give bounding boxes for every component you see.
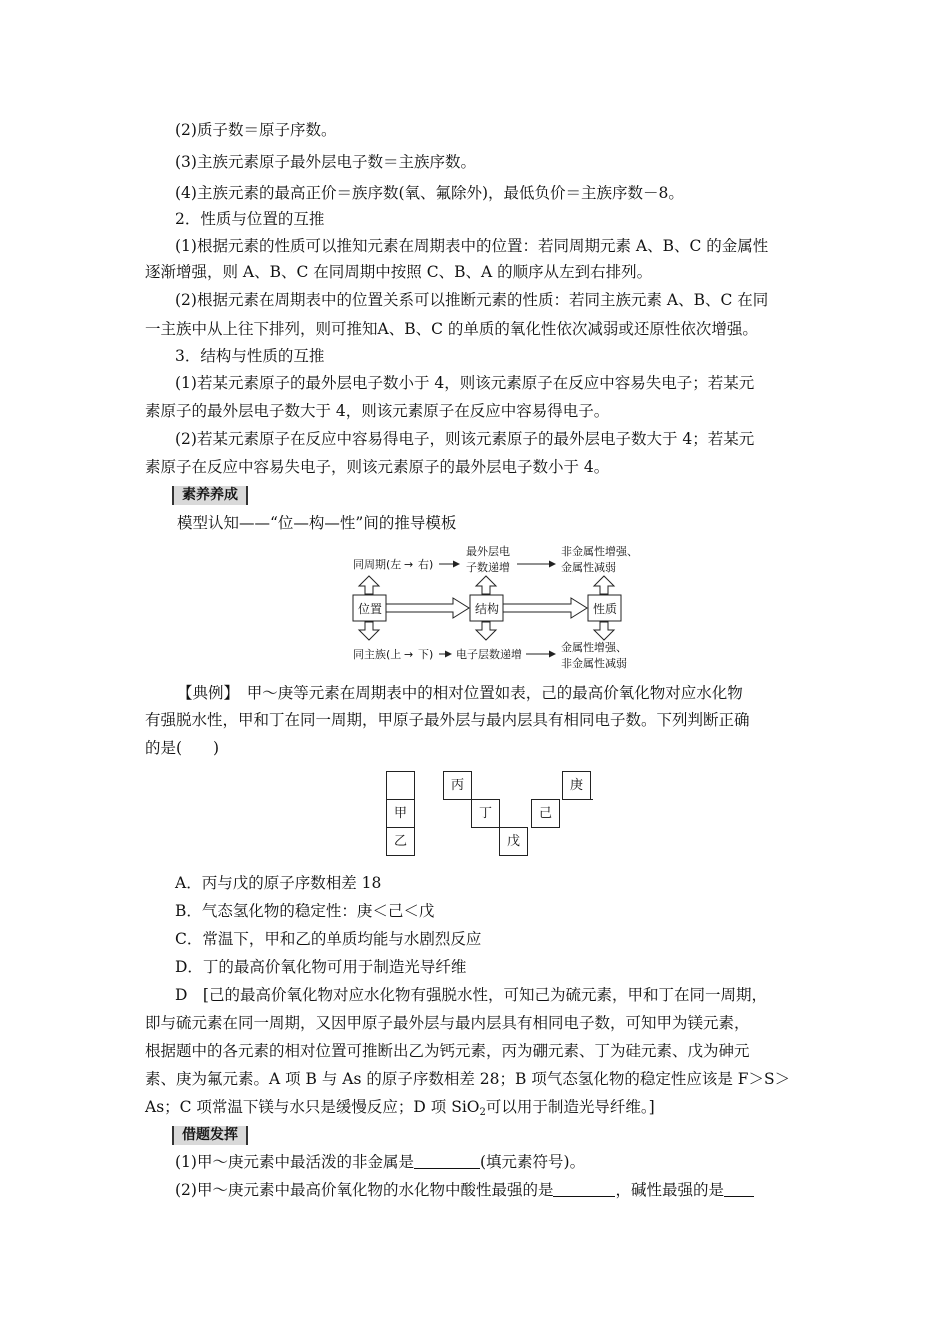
text-line: (2)若某元素原子在反应中容易得电子，则该元素原子的最外层电子数大于 4；若某元	[175, 430, 755, 448]
text-line: 素原子的最外层电子数大于 4，则该元素原子在反应中容易得电子。	[145, 402, 610, 420]
text-line: 一主族中从上往下排列，则可推知A、B、C 的单质的氧化性依次减弱或还原性依次增强。	[145, 320, 758, 338]
text-line: (1)若某元素原子的最外层电子数小于 4，则该元素原子在反应中容易失电子；若某元	[175, 374, 755, 392]
diagram-label: 金属性增强、	[561, 641, 627, 654]
text-line: 模型认知——“位—构—性”间的推导模板	[177, 514, 457, 532]
text-line: 的是( )	[145, 739, 220, 757]
diagram-box-position: 位置	[358, 602, 383, 616]
table-cell-empty	[386, 771, 415, 800]
diagram-box-property: 性质	[593, 602, 618, 616]
diagram-label: 子数递增	[466, 561, 510, 574]
answer-blank[interactable]	[553, 1182, 615, 1197]
option-d: D．丁的最高价氧化物可用于制造光导纤维	[175, 958, 467, 976]
diagram-label: 最外层电	[466, 545, 510, 558]
diagram-label: 同周期(左	[353, 558, 402, 571]
text-line: (3)主族元素原子最外层电子数＝主族序数。	[175, 153, 476, 171]
diagram-arrow-glyph: →	[404, 648, 414, 661]
subscript: 2	[479, 1107, 486, 1118]
table-cell: 戊	[499, 827, 528, 856]
diagram-arrow-glyph: →	[404, 558, 414, 571]
diagram-label: 右)	[418, 558, 434, 571]
table-border	[443, 799, 472, 800]
answer-blank[interactable]	[724, 1182, 754, 1197]
answer-text: 可以用于制造光导纤维。]	[485, 1098, 655, 1116]
diagram-label: 电子层数递增	[456, 648, 522, 661]
question-text: (1)甲～庚元素中最活泼的非金属是	[175, 1153, 414, 1171]
question-text: ，碱性最强的是	[615, 1181, 724, 1199]
text-line: 素原子在反应中容易失电子，则该元素原子的最外层电子数小于 4。	[145, 458, 610, 476]
text-line: (2)根据元素在周期表中的位置关系可以推断元素的性质：若同主族元素 A、B、C 在同	[175, 291, 769, 309]
text-line: (1)根据元素的性质可以推知元素在周期表中的位置：若同周期元素 A、B、C 的金属性	[175, 237, 769, 255]
section-tag: 素养养成	[172, 486, 248, 505]
question-text: (填元素符号)。	[479, 1153, 586, 1171]
answer-line: 根据题中的各元素的相对位置可推断出乙为钙元素，丙为硼元素、丁为硅元素、戊为砷元	[145, 1042, 750, 1060]
section-tag: 借题发挥	[172, 1126, 248, 1145]
section-heading: 3．结构与性质的互推	[175, 347, 325, 365]
diagram-label: 非金属性减弱	[561, 657, 627, 670]
question-line	[175, 1151, 585, 1173]
answer-line: 素、庚为氟元素。A 项 B 与 As 的原子序数相差 28；B 项气态氢化物的稳定性应该是 F＞S＞	[145, 1070, 791, 1088]
table-cell: 乙	[386, 827, 415, 856]
table-border	[443, 771, 444, 799]
table-cell: 甲	[386, 799, 415, 828]
text-line: (2)质子数＝原子序数。	[175, 121, 337, 139]
text-line: 有强脱水性，甲和丁在同一周期，甲原子最外层与最内层具有相同电子数。下列判断正确	[145, 711, 750, 729]
table-cell: 丙	[443, 771, 472, 800]
section-heading: 2．性质与位置的互推	[175, 210, 325, 228]
answer-text: As；C 项常温下镁与水只是缓慢反应；D 项 SiO	[145, 1098, 480, 1116]
diagram-label: 同主族(上	[353, 648, 402, 661]
diagram-label: 非金属性增强、	[561, 545, 638, 558]
question-line	[175, 1179, 754, 1201]
text-line: (4)主族元素的最高正价＝族序数(氧、氟除外)，最低负价＝主族序数－8。	[175, 184, 684, 202]
answer-line: D [己的最高价氧化物对应水化物有强脱水性，可知己为硫元素，甲和丁在同一周期，	[175, 986, 767, 1004]
table-border	[562, 799, 593, 800]
option-b: B．气态氢化物的稳定性：庚＜己＜戊	[175, 902, 435, 920]
example-line: 【典例】 甲～庚等元素在周期表中的相对位置如表，己的最高价氧化物对应水化物	[177, 684, 743, 702]
question-text: (2)甲～庚元素中最高价氧化物的水化物中酸性最强的是	[175, 1181, 554, 1199]
diagram-label: 金属性减弱	[561, 561, 616, 574]
derivation-diagram	[345, 540, 665, 672]
diagram-box-structure: 结构	[475, 602, 500, 616]
table-cell: 庚	[562, 771, 591, 800]
answer-blank[interactable]	[414, 1154, 480, 1169]
diagram-label: 下)	[418, 648, 434, 661]
answer-line: 即与硫元素在同一周期，又因甲原子最外层与最内层具有相同电子数，可知甲为镁元素，	[145, 1014, 750, 1032]
option-c: C．常温下，甲和乙的单质均能与水剧烈反应	[175, 930, 482, 948]
answer-line	[145, 1096, 655, 1124]
option-a: A．丙与戊的原子序数相差 18	[175, 874, 382, 892]
table-cell: 己	[531, 799, 560, 828]
table-cell: 丁	[471, 799, 500, 828]
text-line: 逐渐增强，则 A、B、C 在同周期中按照 C、B、A 的顺序从左到右排列。	[145, 263, 653, 281]
